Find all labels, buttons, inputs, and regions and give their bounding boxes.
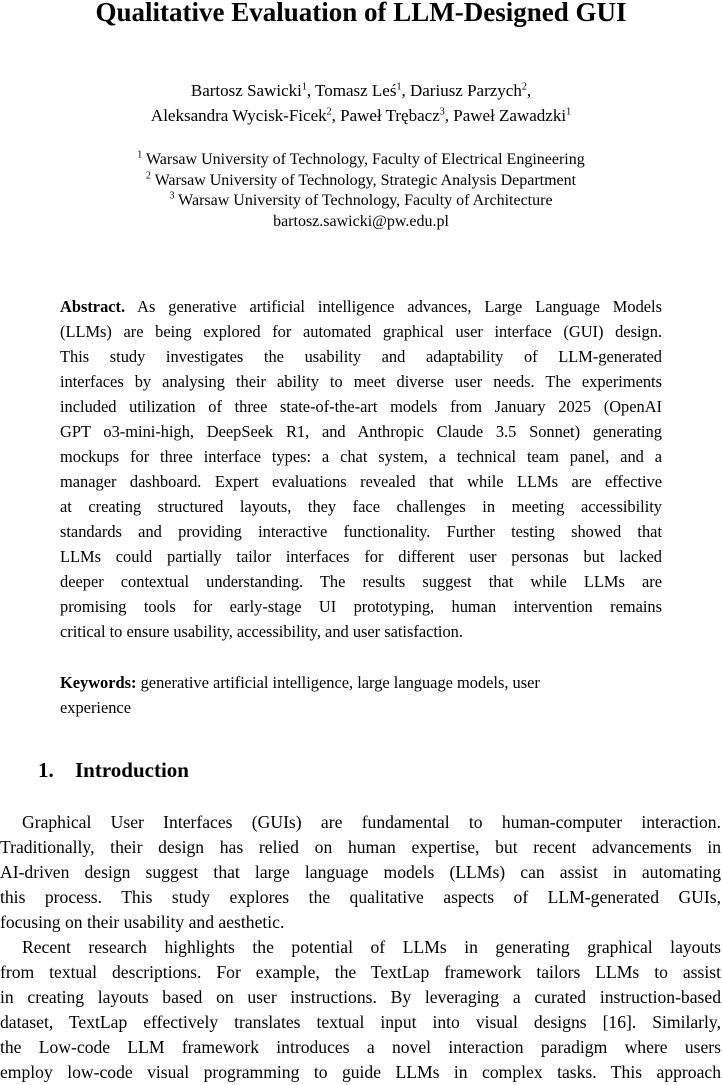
- paper-title: Qualitative Evaluation of LLM-Designed GUI: [95, 0, 627, 27]
- abstract-line: deeper contextual understanding. The results suggest that while LLMs are: [60, 572, 662, 591]
- keywords-label: Keywords:: [60, 673, 137, 692]
- author-name: Bartosz Sawicki: [190, 81, 302, 100]
- paragraph-line: AI-driven design suggest that large language models (LLMs) can assist in automating: [0, 862, 721, 882]
- paragraph-line: Traditionally, their design has relied on human expertise, but recent advancements in: [0, 837, 721, 857]
- affiliation-number: 1: [137, 149, 143, 161]
- paragraph-line: the Low-code LLM framework introduces a novel interaction paradigm where users: [0, 1037, 721, 1057]
- abstract-line: [60, 294, 662, 319]
- keywords: [60, 670, 662, 720]
- paragraph-line: from textual descriptions. For example, the TextLap framework tailors LLMs to assist: [0, 962, 721, 982]
- affiliation: [0, 150, 722, 171]
- abstract-line: manager dashboard. Expert evaluations revealed that while LLMs are effective: [60, 472, 662, 491]
- abstract-line: LLMs could partially tailor interfaces for different user personas but lacked: [60, 547, 662, 566]
- abstract-line: at creating structured layouts, they face challenges in meeting accessibility: [60, 497, 662, 516]
- affiliation-text: Warsaw University of Technology, Faculty of Electrical Engineering: [145, 151, 585, 168]
- paragraph-line: employ low-code visual programming to guide LLMs in complex tasks. This approach: [0, 1062, 721, 1082]
- paragraph-line: dataset, TextLap effectively translates textual input into visual designs [16]. Similarly,: [0, 1012, 721, 1032]
- affiliation: [0, 191, 722, 212]
- paragraph-line: in creating layouts based on user instructions. By leveraging a curated instruction-based: [0, 987, 721, 1007]
- abstract-line: This study investigates the usability and adaptability of LLM-generated: [60, 347, 662, 366]
- author-name: Paweł Trębacz: [340, 106, 440, 125]
- abstract-line: interfaces by analysing their ability to meet diverse user needs. The experiments: [60, 372, 662, 391]
- affiliation-number: 2: [145, 170, 151, 182]
- affiliation-mark: 1: [566, 106, 572, 118]
- author-list: [0, 78, 722, 128]
- abstract: [60, 294, 662, 644]
- abstract-line: critical to ensure usability, accessibility, and user satisfaction.: [60, 622, 463, 641]
- abstract-line: included utilization of three state-of-the-art models from January 2025 (OpenAI: [60, 397, 662, 416]
- paragraph-line: this process. This study explores the qualitative aspects of LLM-generated GUIs,: [0, 887, 721, 907]
- introduction-body: [0, 810, 721, 1085]
- paragraph-line: focusing on their usability and aesthetic.: [0, 912, 285, 932]
- author-line-1: Bartosz Sawicki$^1$, Tomasz Leś$^1$, Dariusz Parzych$^2$,: [190, 81, 532, 100]
- affiliation-mark: 1: [396, 81, 402, 93]
- affiliation-text: Warsaw University of Technology, Faculty of Architecture: [178, 192, 553, 209]
- keywords-line: [60, 670, 662, 695]
- affiliation-mark: 2: [521, 81, 527, 93]
- affiliation-mark: 1: [301, 81, 307, 93]
- affiliation: [0, 171, 722, 192]
- section-title: Introduction: [75, 758, 189, 782]
- author-line-2: Aleksandra Wycisk-Ficek$^2$, Paweł Trębacz$^3$, Paweł Zawadzki$^1$: [150, 106, 572, 125]
- affiliations: [0, 150, 722, 232]
- author-name: Tomasz Leś: [315, 81, 397, 100]
- affiliation-mark: 2: [326, 106, 332, 118]
- section-number: 1.: [38, 758, 54, 782]
- affiliation-number: 3: [169, 190, 175, 202]
- abstract-text: As generative artificial intelligence advances, Large Language Models: [137, 297, 662, 316]
- abstract-line: mockups for three interface types: a chat system, a technical team panel, and a: [60, 447, 662, 466]
- keywords-line: experience: [60, 698, 131, 717]
- author-name: Paweł Zawadzki: [453, 106, 567, 125]
- abstract-line: promising tools for early-stage UI prototyping, human intervention remains: [60, 597, 662, 616]
- contact-email[interactable]: bartosz.sawicki@pw.edu.pl: [273, 212, 449, 230]
- affiliation-text: Warsaw University of Technology, Strategic Analysis Department: [154, 171, 577, 189]
- author-name: Aleksandra Wycisk-Ficek: [150, 106, 327, 125]
- affiliation-mark: 3: [439, 106, 445, 118]
- abstract-line: standards and providing interactive functionality. Further testing showed that: [60, 522, 662, 541]
- keywords-text: generative artificial intelligence, large language models, user: [140, 673, 540, 692]
- paragraph-line: Recent research highlights the potential of LLMs in generating graphical layouts: [22, 937, 721, 957]
- section-heading: [38, 755, 189, 785]
- abstract-line: GPT o3-mini-high, DeepSeek R1, and Anthropic Claude 3.5 Sonnet) generating: [60, 422, 662, 441]
- abstract-line: (LLMs) are being explored for automated graphical user interface (GUI) design.: [60, 322, 662, 341]
- author-name: Dariusz Parzych: [409, 81, 522, 100]
- paragraph-line: Graphical User Interfaces (GUIs) are fundamental to human-computer interaction.: [22, 812, 721, 832]
- abstract-label: Abstract.: [60, 297, 126, 316]
